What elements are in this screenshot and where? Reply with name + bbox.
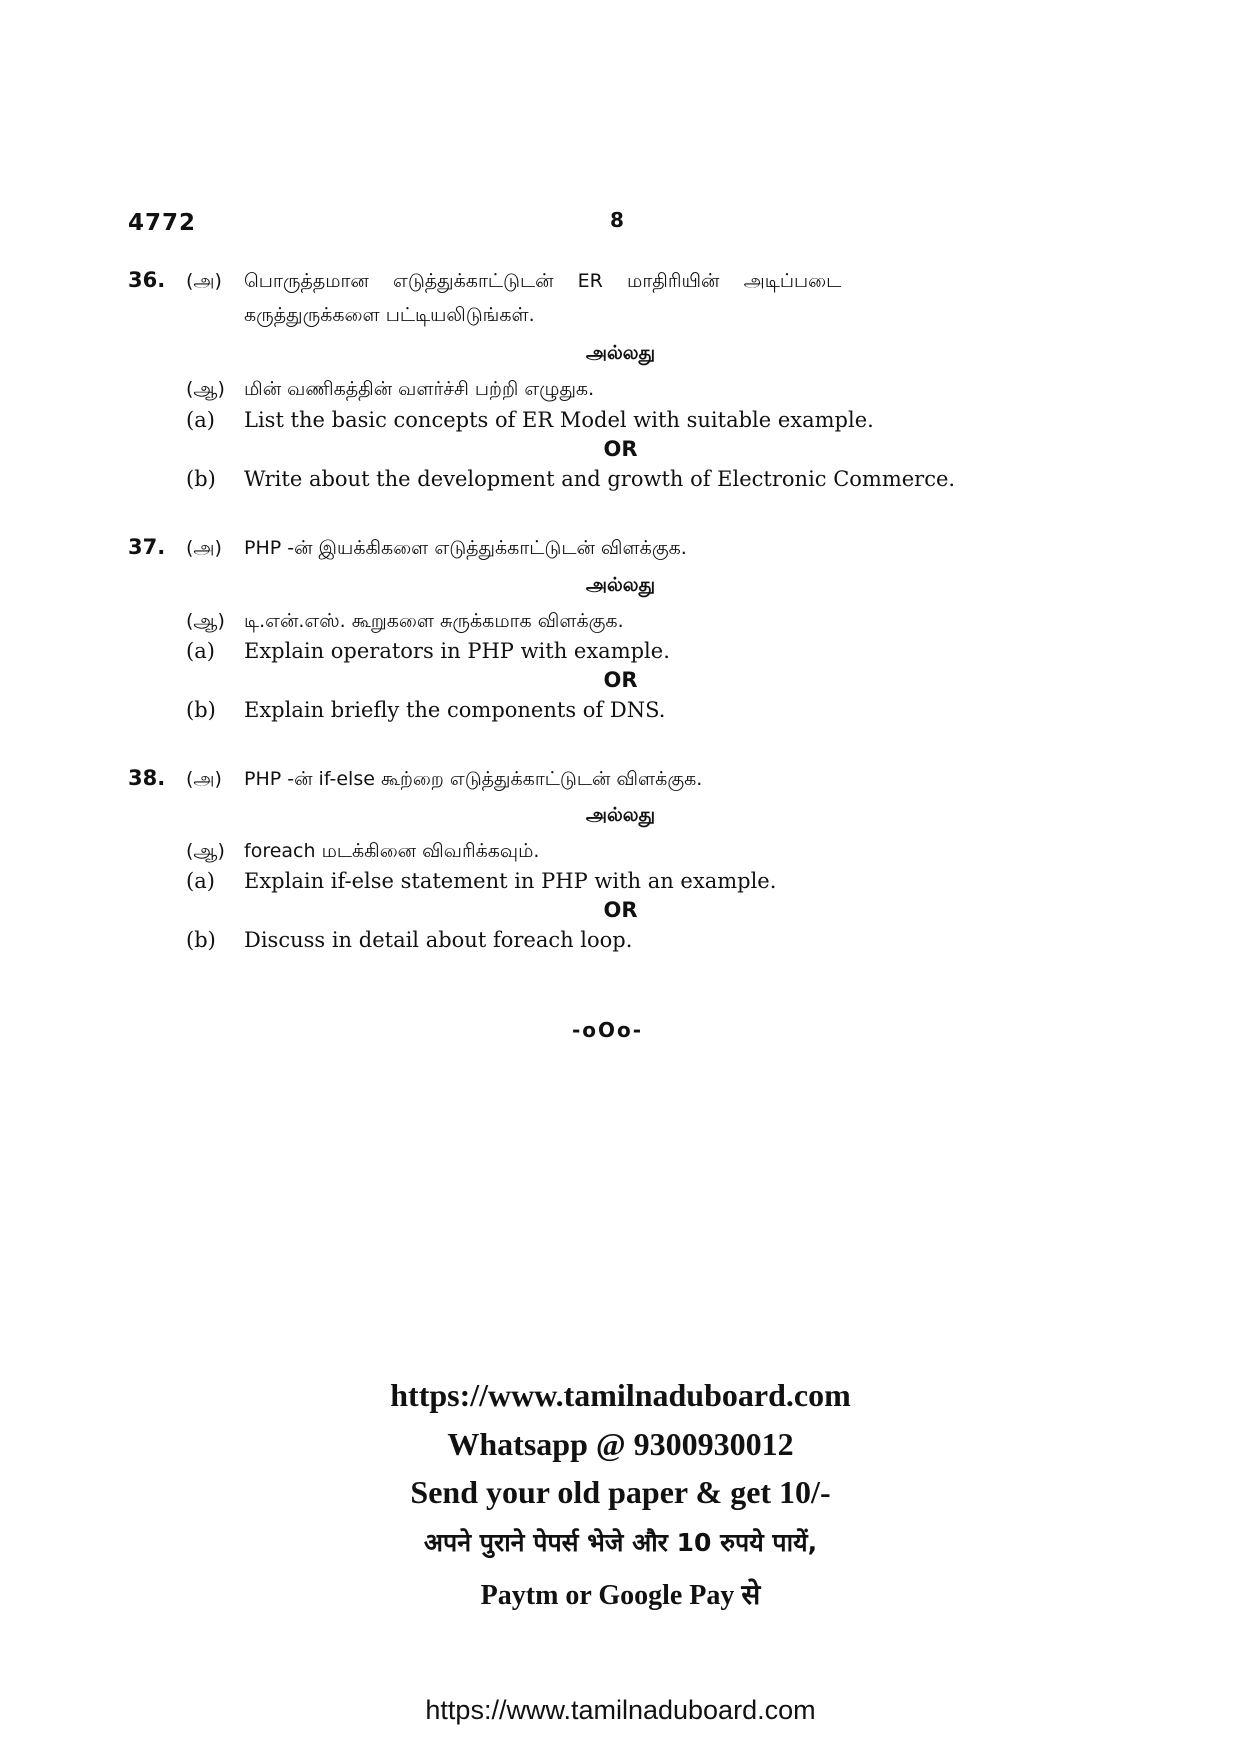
english-option-b — [186, 928, 632, 952]
option-marker: (b) — [186, 928, 216, 952]
watermark-offer: Send your old paper & get 10/- — [410, 1474, 831, 1510]
option-text: பொருத்தமான எடுத்துக்காட்டுடன் ER மாதிரியின் அடிப்படை — [244, 270, 842, 292]
option-marker: (a) — [186, 408, 215, 432]
english-or-separator: OR — [603, 898, 638, 922]
watermark-payment: Paytm or Google Pay से — [480, 1580, 761, 1611]
english-option-b — [186, 467, 955, 491]
option-text: foreach மடக்கினை விவரிக்கவும். — [244, 840, 540, 862]
option-text: Explain operators in PHP with example. — [244, 639, 670, 663]
question-number: 36. — [128, 268, 166, 292]
option-text: Explain if-else statement in PHP with an example. — [244, 869, 777, 893]
option-marker: (ஆ) — [186, 378, 225, 400]
question-number: 37. — [128, 535, 166, 559]
question-number: 38. — [128, 766, 166, 790]
tamil-option-b — [186, 610, 624, 635]
option-marker: (அ) — [186, 270, 222, 292]
option-text: List the basic concepts of ER Model with suitable example. — [244, 408, 874, 432]
footer-url: https://www.tamilnaduboard.com — [425, 1695, 816, 1725]
option-marker: (b) — [186, 698, 216, 722]
option-marker: (ஆ) — [186, 840, 225, 862]
english-option-b — [186, 698, 665, 722]
watermark-url: https://www.tamilnaduboard.com — [390, 1377, 851, 1413]
english-or-separator: OR — [603, 668, 638, 692]
option-marker: (அ) — [186, 768, 222, 790]
option-text: Write about the development and growth of Electronic Commerce. — [244, 467, 956, 491]
watermark-whatsapp: Whatsapp @ 9300930012 — [447, 1426, 794, 1462]
option-marker: (b) — [186, 467, 216, 491]
option-text: Discuss in detail about foreach loop. — [244, 928, 633, 952]
english-option-a — [186, 869, 776, 893]
tamil-option-a — [186, 537, 687, 562]
option-marker: (அ) — [186, 537, 222, 559]
watermark-hindi-offer: अपने पुराने पेपर्स भेजे और 10 रुपये पायें, — [423, 1528, 818, 1557]
paper-code: 4772 — [128, 210, 197, 236]
tamil-option-b — [186, 378, 594, 403]
option-text: Explain briefly the components of DNS. — [244, 698, 666, 722]
option-marker: (a) — [186, 639, 215, 663]
english-option-a — [186, 639, 670, 663]
page-number: 8 — [610, 208, 624, 232]
option-text: மின் வணிகத்தின் வளர்ச்சி பற்றி எழுதுக. — [244, 378, 595, 400]
english-option-a — [186, 408, 874, 432]
option-text: PHP -ன் இயக்கிகளை எடுத்துக்காட்டுடன் விளக்குக. — [244, 537, 687, 559]
tamil-or-separator: அல்லது — [585, 342, 656, 364]
tamil-or-separator: அல்லது — [585, 574, 656, 596]
option-text: டி.என்.எஸ். கூறுகளை சுருக்கமாக விளக்குக. — [244, 610, 624, 632]
tamil-option-b — [186, 840, 539, 865]
tamil-or-separator: அல்லது — [585, 804, 656, 826]
option-marker: (a) — [186, 869, 215, 893]
english-or-separator: OR — [603, 437, 638, 461]
tamil-option-a — [186, 270, 1056, 295]
option-text: PHP -ன் if-else கூற்றை எடுத்துக்காட்டுடன் விளக்குக. — [244, 768, 703, 790]
tamil-option-a — [186, 768, 702, 793]
tamil-option-a-continued: கருத்துருக்களை பட்டியலிடுங்கள். — [244, 304, 535, 326]
end-of-paper-mark: -oOo- — [572, 1018, 644, 1042]
option-marker: (ஆ) — [186, 610, 225, 632]
